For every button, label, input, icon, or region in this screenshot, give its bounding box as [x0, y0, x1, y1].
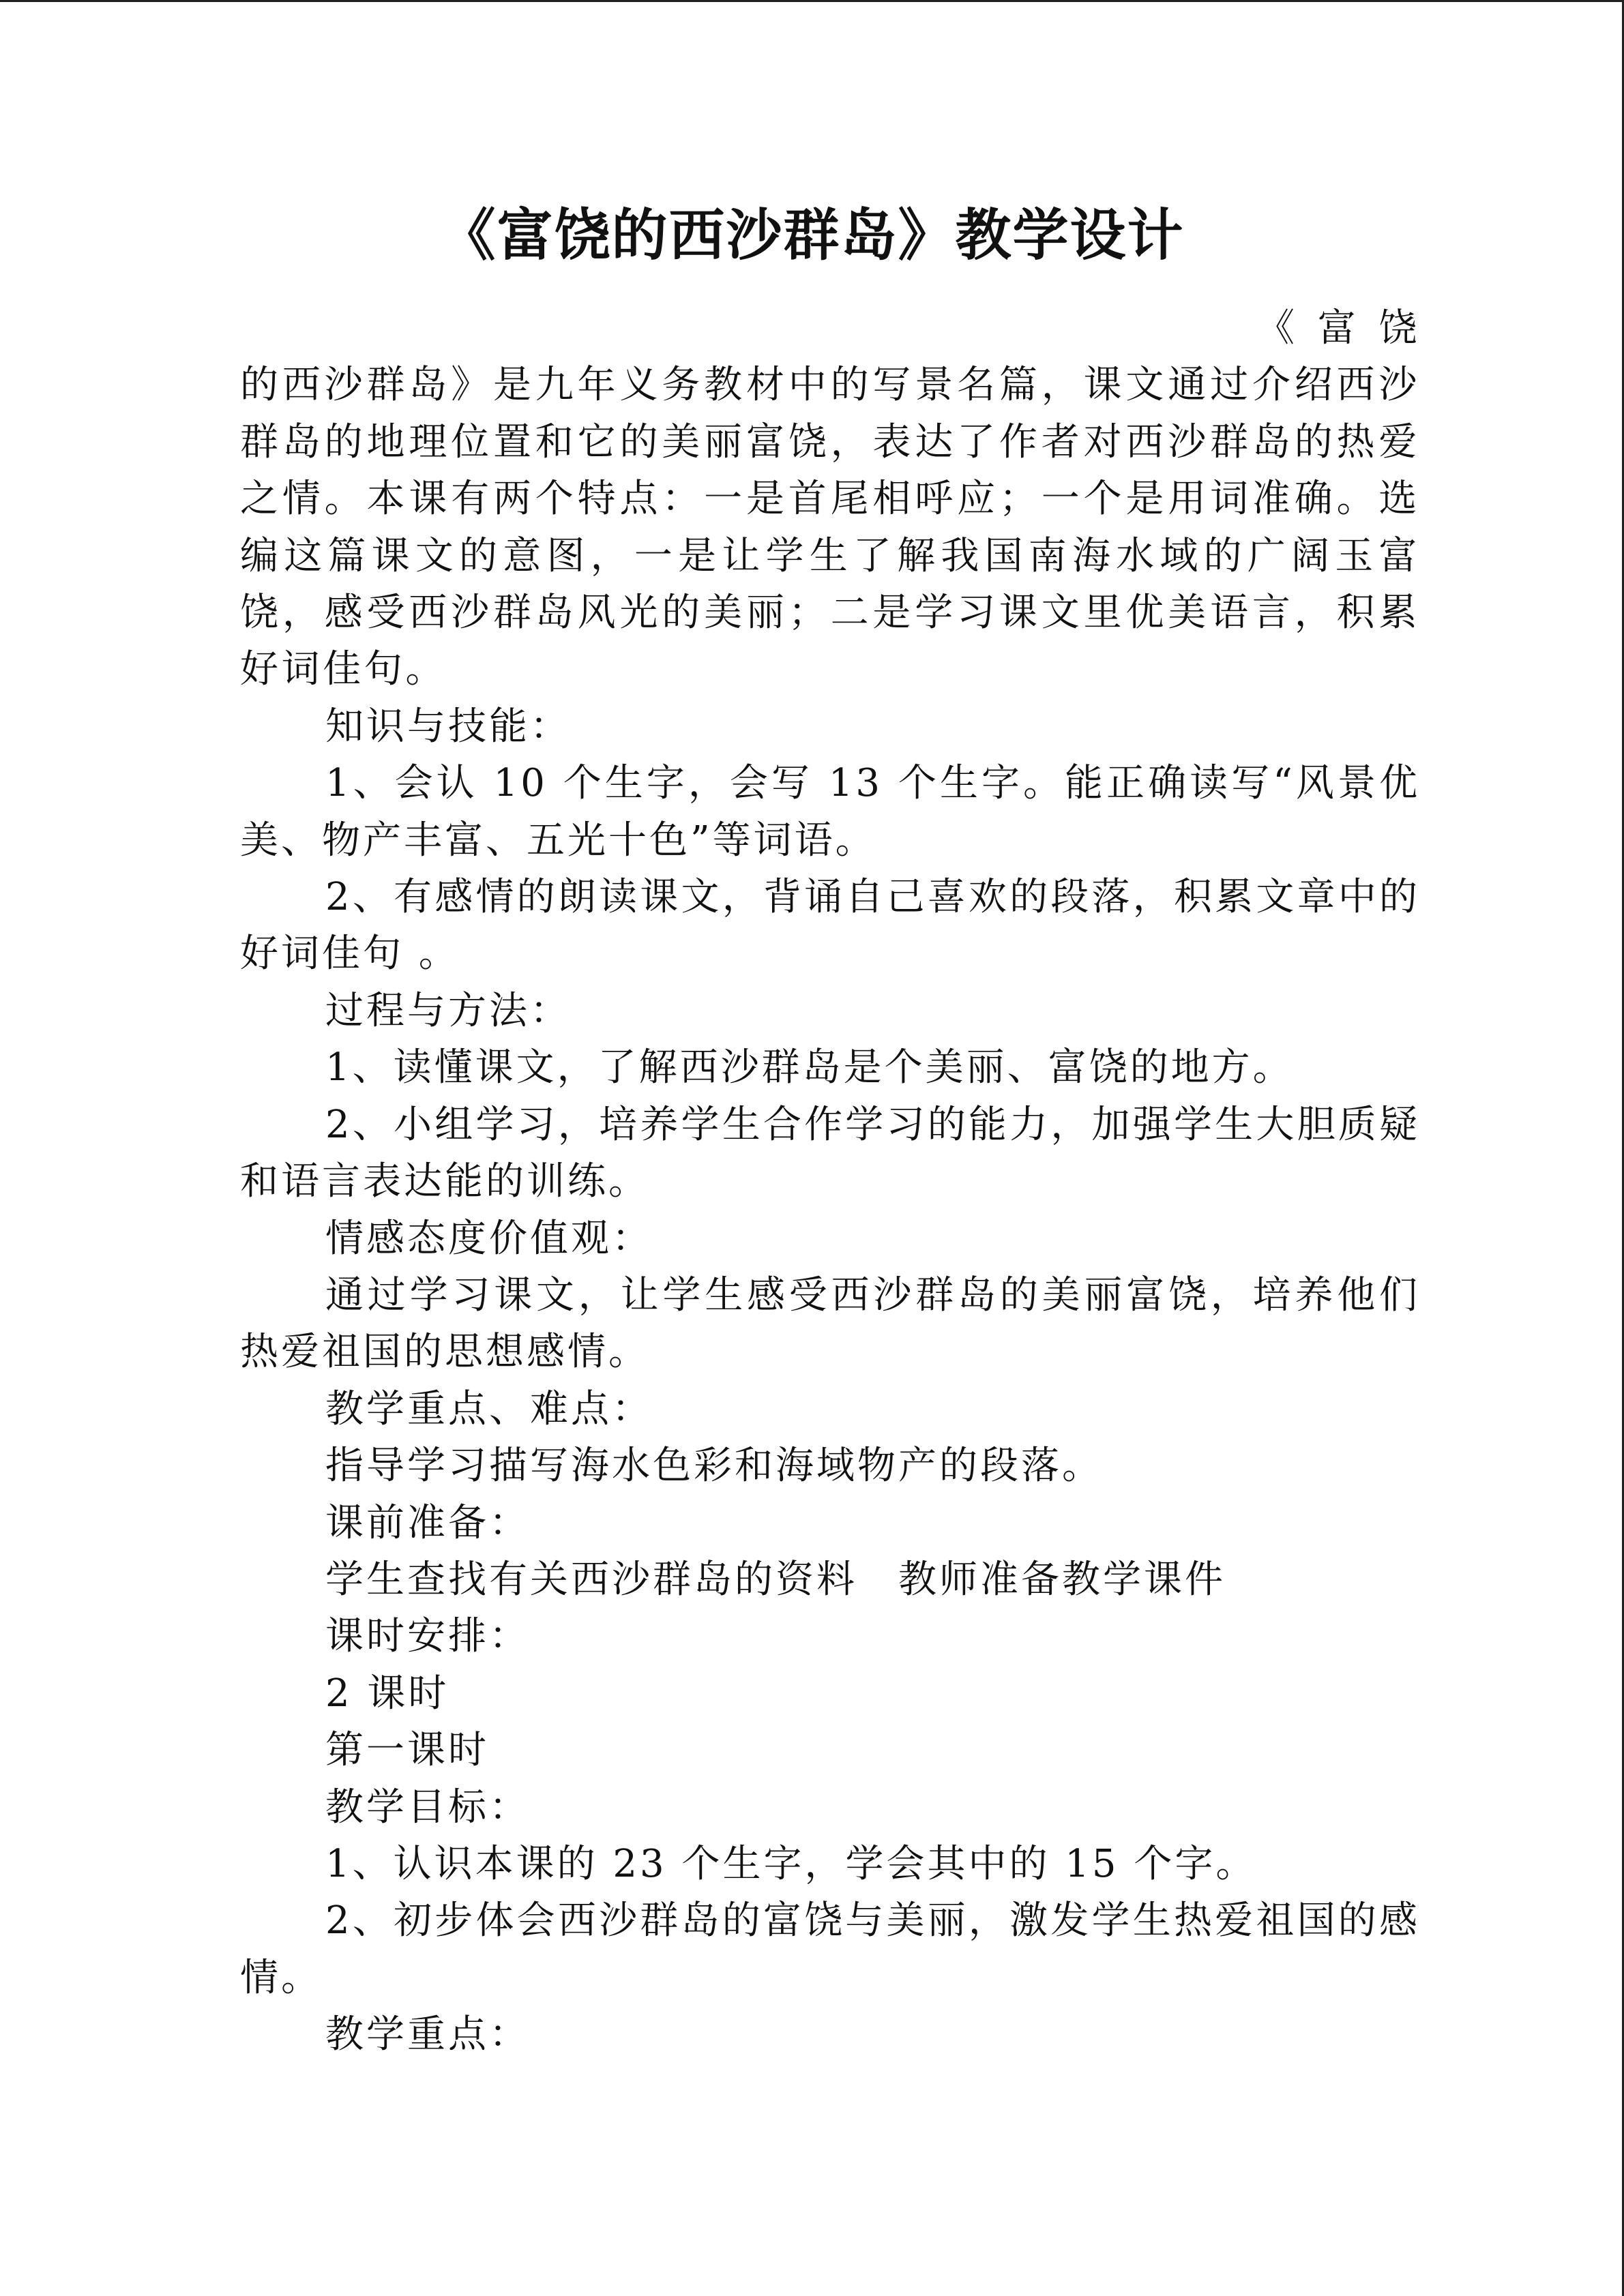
- document-title: 《富饶的西沙群岛》教学设计: [439, 203, 1185, 268]
- process-item-2: 2、小组学习，培养学生合作学习的能力，加强学生大胆质疑和语言表达能的训练。: [240, 1102, 1420, 1204]
- section-heading-preparation: 课前准备：: [325, 1500, 530, 1545]
- knowledge-item-2: 2、有感情的朗读课文，背诵自己喜欢的段落，积累文章中的好词佳句 。: [240, 875, 1420, 976]
- section-heading-schedule: 课时安排：: [325, 1614, 530, 1659]
- section-heading-objectives: 教学目标：: [325, 1785, 530, 1830]
- objective-item-2: 2、初步体会西沙群岛的富饶与美丽，激发学生热爱祖国的感情。: [240, 1898, 1420, 2000]
- preparation-text: 学生查找有关西沙群岛的资料 教师准备教学课件: [325, 1557, 1226, 1602]
- process-item-1: 1、读懂课文，了解西沙群岛是个美丽、富饶的地方。: [325, 1045, 1294, 1090]
- section-heading-knowledge-skills: 知识与技能：: [325, 704, 571, 749]
- document-body: [240, 300, 1420, 2063]
- objective-item-1: 1、认识本课的 23 个生字，学会其中的 15 个字。: [325, 1841, 1257, 1886]
- knowledge-item-1: 1、会认 10 个生字，会写 13 个生字。能正确读写“风景优美、物产丰富、五光十色”等词语。: [240, 761, 1420, 863]
- section-heading-key-difficulties: 教学重点、难点：: [325, 1386, 653, 1431]
- page-border-top: [0, 0, 1624, 2]
- emotion-values-text: 通过学习课文，让学生感受西沙群岛的美丽富饶，培养他们热爱祖国的思想感情。: [240, 1272, 1420, 1375]
- section-heading-process-method: 过程与方法：: [325, 988, 571, 1033]
- lesson-one-heading: 第一课时: [325, 1728, 489, 1773]
- intro-paragraph: 《富饶的西沙群岛》是九年义务教材中的写景名篇，课文通过介绍西沙群岛的地理位置和它的美丽富饶，表达了作者对西沙群岛的热爱之情。本课有两个特点：一是首尾相呼应；一个是用词准确。选编这篇课文的意图，一是让学生了解我国南海水域的广阔玉富饶，感受西沙群岛风光的美丽；二是学习课文里优美语言，积累好词佳句。: [240, 306, 1420, 692]
- schedule-text: 2 课时: [325, 1671, 449, 1716]
- key-difficulties-text: 指导学习描写海水色彩和海域物产的段落。: [325, 1444, 1103, 1489]
- section-heading-emotion-values: 情感态度价值观：: [325, 1216, 653, 1261]
- section-heading-teaching-focus: 教学重点：: [325, 2012, 530, 2057]
